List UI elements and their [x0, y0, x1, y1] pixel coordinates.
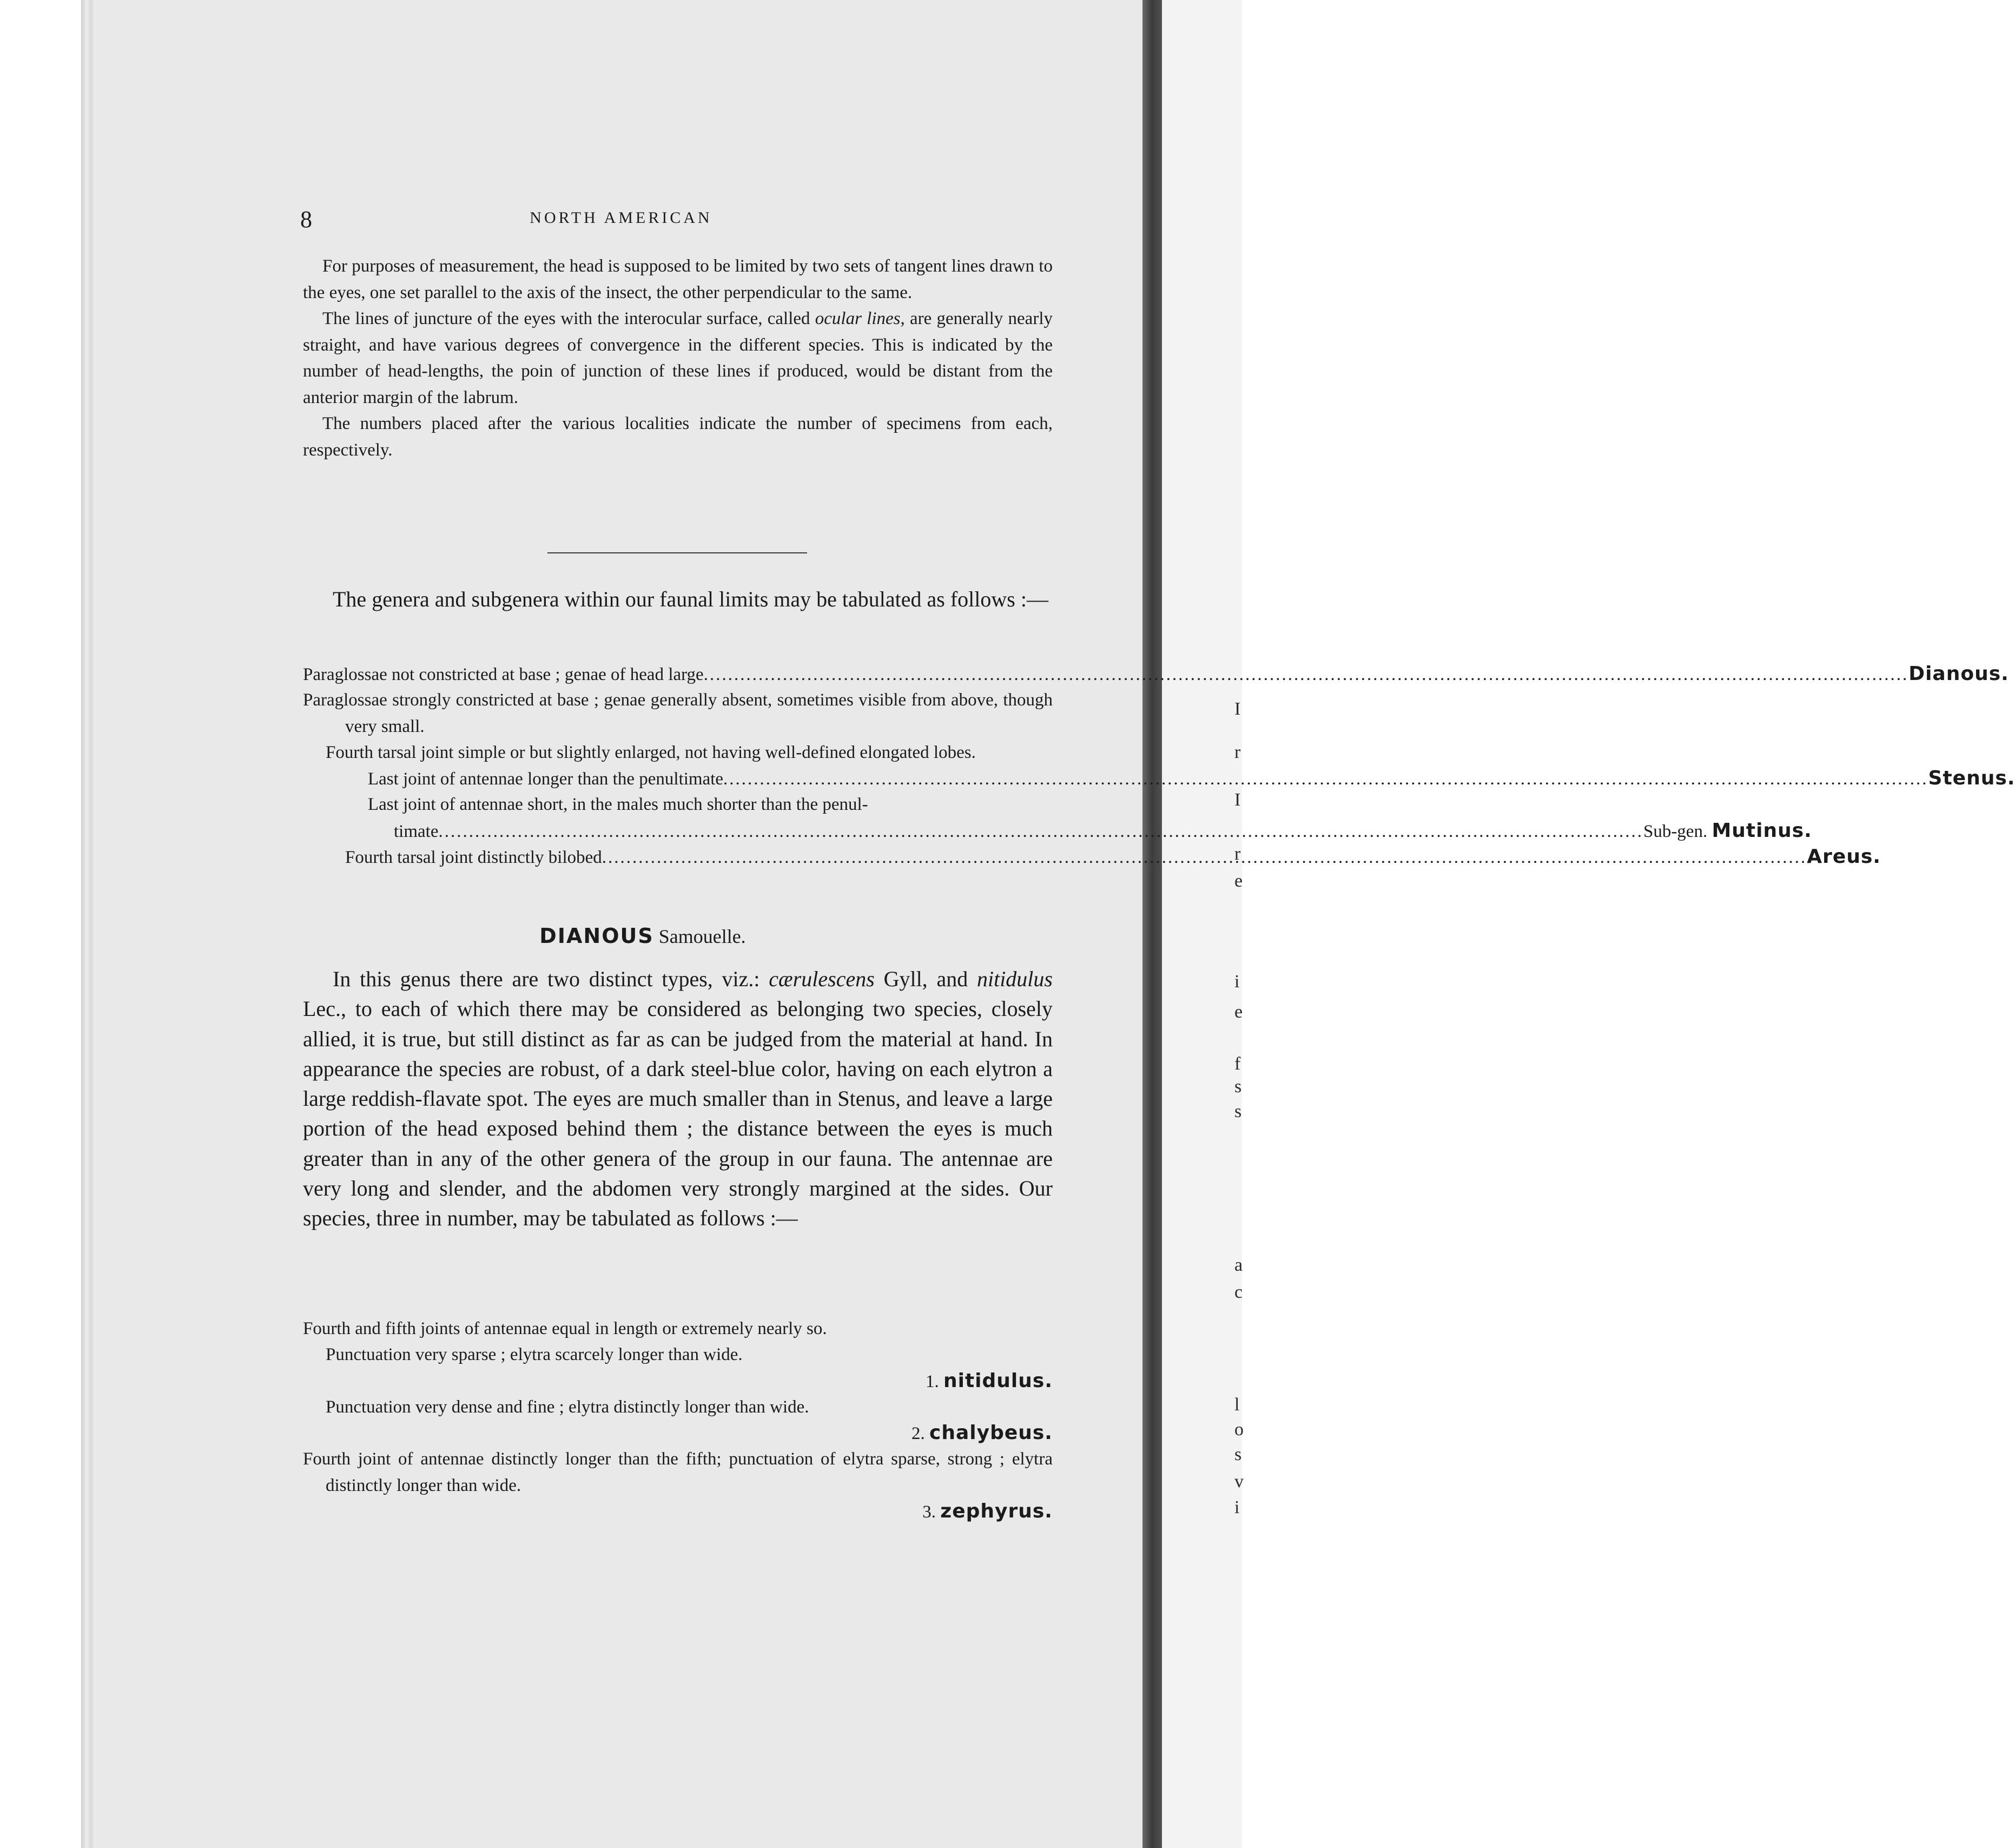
key-line-dianous: Paraglossae not constricted at base ; genae of head large ..... Dianous. — [303, 661, 1053, 687]
intro-section — [303, 253, 1053, 463]
section-genus: DIANOUS — [539, 924, 654, 948]
species-key-line-2: Punctuation very sparse ; elytra scarcely longer than wide. — [326, 1345, 743, 1365]
species-key-line-3: Punctuation very dense and fine ; elytra distinctly longer than wide. — [326, 1397, 809, 1417]
genus-mutinus: Mutinus. — [1712, 819, 1812, 842]
facing-page-letter: I — [1234, 699, 1241, 719]
key-line-antennae-short: Last joint of antennae short, in the males much shorter than the penul- — [368, 795, 868, 815]
dianous-description — [303, 964, 1053, 1233]
genus-dianous: Dianous. — [1908, 663, 2009, 685]
facing-page-letter: r — [1234, 742, 1241, 762]
intro-paragraph-1: For purposes of measurement, the head is supposed to be limited by two sets of tangent lines drawn to the eyes, one set parallel to the axis of the insect, the other perpendicular to the same. — [303, 256, 1053, 302]
facing-page-letter: o — [1234, 1420, 1244, 1440]
key-line-areus: Fourth tarsal joint distinctly bilobed ..... Areus. — [303, 844, 1053, 870]
facing-page-letter: l — [1234, 1395, 1240, 1415]
genera-intro — [303, 584, 1053, 614]
genus-stenus: Stenus. — [1928, 767, 2015, 790]
intro-paragraph-2: The lines of juncture of the eyes with the interocular surface, called ocular lines, are generally nearly straight, and have various degrees of convergence in the different species. This is indicated by the number of head-lengths, the poin of junction of these lines if produced, would be distant from the anterior margin of the labrum. — [303, 309, 1053, 407]
facing-page-letter: s — [1234, 1077, 1242, 1097]
facing-page-letter: a — [1234, 1255, 1243, 1275]
genus-areus: Areus. — [1807, 846, 1881, 868]
species-zephyrus: 3. zephyrus. — [922, 1500, 1053, 1523]
facing-page-letter: c — [1234, 1282, 1243, 1302]
species-nitidulus: 1. nitidulus. — [926, 1369, 1053, 1392]
section-author: Samouelle. — [658, 926, 746, 947]
key-line-tarsal-simple: Fourth tarsal joint simple or but slightly enlarged, not having well-defined elongated lobes. — [326, 742, 976, 762]
facing-page-letter: v — [1234, 1471, 1244, 1491]
genera-key — [303, 661, 2015, 870]
facing-page-letter: i — [1234, 972, 1240, 992]
intro-paragraph-3: The numbers placed after the various localities indicate the number of specimens from each, respectively. — [303, 414, 1053, 460]
species-key-line-1: Fourth and fifth joints of antennae equal in length or extremely nearly so. — [303, 1319, 827, 1338]
facing-page-letter: r — [1234, 844, 1241, 864]
section-heading — [0, 924, 1242, 948]
facing-page-letter: f — [1234, 1054, 1241, 1074]
species-key — [303, 1316, 1053, 1524]
key-line-paraglossae: Paraglossae strongly constricted at base ; genae generally absent, sometimes visible from above, though very small. — [303, 690, 1053, 736]
genera-intro-text: The genera and subgenera within our faunal limits may be tabulated as follows :— — [333, 587, 1048, 611]
running-head: NORTH AMERICAN — [530, 209, 712, 227]
facing-page-letter: s — [1234, 1101, 1242, 1121]
facing-page-letter: e — [1234, 1002, 1243, 1022]
dianous-paragraph: In this genus there are two distinct types, viz.: cærulescens Gyll, and nitidulus Lec., to each of which there may be considered as belonging two species, closely allied, it is true, but still distinct as far as can be judged from the material at hand. In appearance the species are robust, of a dark steel-blue color, having on each elytron a large reddish-flavate spot. The eyes are much smaller than in Stenus, and leave a large portion of the head exposed behind them ; the distance between the eyes is much greater than in any of the other genera of the group in our fauna. The antennae are very long and slender, and the abdomen very strongly margined at the sides. Our species, three in number, may be tabulated as follows :— — [303, 967, 1053, 1231]
key-line-stenus: Last joint of antennae longer than the penultimate ..... Stenus. — [303, 765, 1053, 791]
facing-page-letter: i — [1234, 1497, 1240, 1517]
facing-page-letter: s — [1234, 1444, 1242, 1464]
species-key-line-4: Fourth joint of antennae distinctly longer than the fifth; punctuation of elytra sparse, strong ; elytra distinctly longer than wide. — [303, 1449, 1053, 1495]
species-chalybeus: 2. chalybeus. — [911, 1422, 1053, 1444]
facing-page-letter: I — [1234, 790, 1241, 810]
key-line-mutinus: timate ..... Sub-gen. Mutinus. — [303, 818, 1053, 844]
page-number: 8 — [300, 206, 312, 233]
section-divider — [547, 552, 807, 553]
facing-page-letter: e — [1234, 871, 1243, 891]
